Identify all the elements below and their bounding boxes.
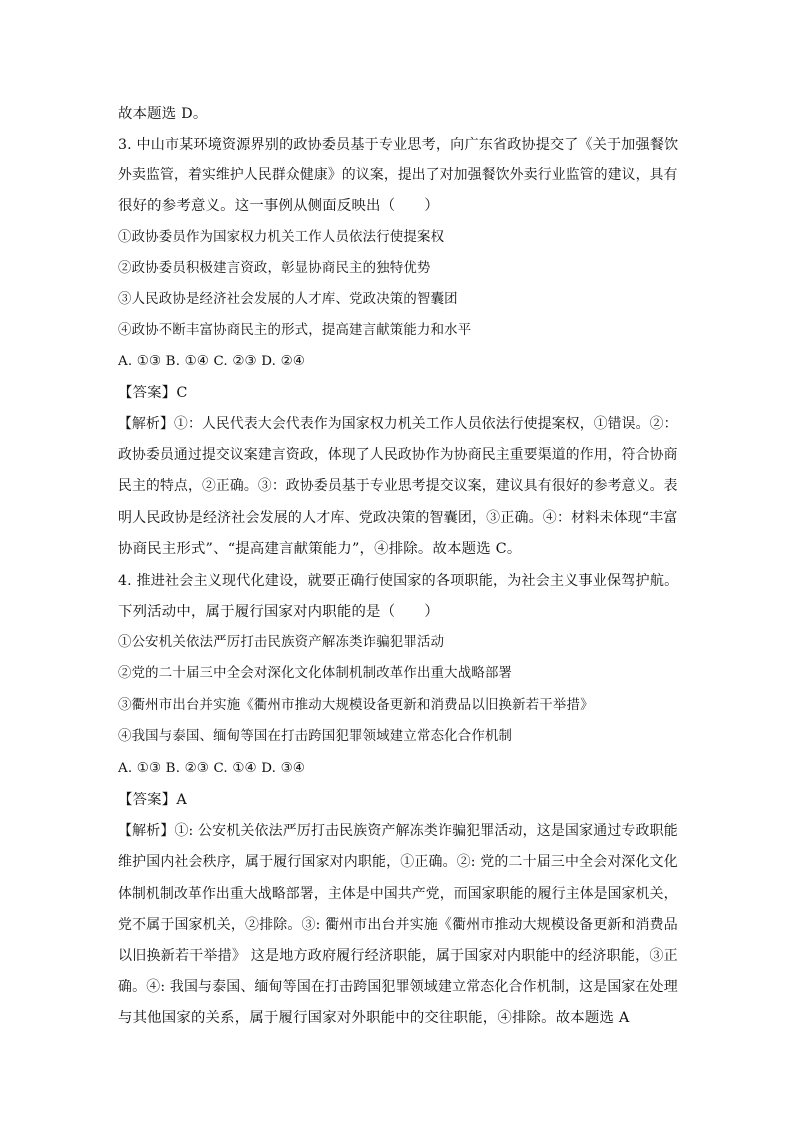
question-3-stem: 3. 中山市某环境资源界别的政协委员基于专业思考，向广东省政协提交了《关于加强餐饮	[118, 137, 679, 153]
question-4-statement-1: ①公安机关依法严厉打击民族资产解冻类诈骗犯罪活动	[118, 635, 445, 650]
question-3-stem: 很好的参考意义。这一事例从侧面反映出（ ）	[118, 198, 439, 214]
question-3-choices: A. ①③ B. ①④ C. ②③ D. ②④	[118, 354, 305, 369]
question-4-analysis: 体制机制改革作出重大战略部署，主体是中国共产党，而国家职能的履行主体是国家机关，	[118, 886, 678, 902]
question-4-stem: 下列活动中，属于履行国家对内职能的是（ ）	[118, 604, 439, 620]
question-3-analysis: 协商民主形式”、“提高建言献策能力”，④排除。故本题选 C。	[118, 541, 522, 557]
question-3-stem: 外卖监管，着实维护人民群众健康》的议案，提出了对加强餐饮外卖行业监管的建议，具有	[118, 167, 678, 183]
question-3-statement-1: ①政协委员作为国家权力机关工作人员依法行使提案权	[118, 230, 445, 245]
question-4-statement-3: ③衢州市出台并实施《衢州市推动大规模设备更新和消费品以旧换新若干举措》	[118, 698, 594, 713]
text-line: 故本题选 D。	[118, 106, 208, 122]
question-3-statement-4: ④政协不断丰富协商民主的形式，提高建言献策能力和水平	[118, 323, 472, 338]
question-4-analysis: 【解析】①: 公安机关依法严厉打击民族资产解冻类诈骗犯罪活动，这是国家通过专政职能	[118, 823, 678, 839]
question-4-statement-2: ②党的二十届三中全会对深化文化体制机制改革作出重大战略部署	[118, 666, 513, 681]
question-4-analysis: 以旧换新若干举措》 这是地方政府履行经济职能，属于国家对内职能中的经济职能，③正	[118, 948, 678, 964]
question-3-analysis: 政协委员通过提交议案建言资政，体现了人民政协作为协商民主重要渠道的作用，符合协商	[118, 447, 678, 463]
question-4-answer: 【答案】A	[118, 792, 187, 808]
question-4-choices: A. ①③ B. ②③ C. ①④ D. ③④	[118, 761, 305, 776]
question-4-stem: 4. 推进社会主义现代化建设，就要正确行使国家的各项职能，为社会主义事业保驾护航。	[118, 573, 679, 589]
question-4-analysis: 确。④: 我国与泰国、缅甸等国在打击跨国犯罪领域建立常态化合作机制，这是国家在处理	[118, 979, 678, 995]
question-3-analysis: 民主的特点，②正确。③：政协委员基于专业思考提交议案，建议具有很好的参考意义。表	[118, 478, 678, 494]
question-3-statement-3: ③人民政协是经济社会发展的人才库、党政决策的智囊团	[118, 292, 458, 307]
question-4-statement-4: ④我国与泰国、缅甸等国在打击跨国犯罪领域建立常态化合作机制	[118, 729, 513, 744]
question-3-answer: 【答案】C	[118, 385, 188, 401]
question-3-analysis: 明人民政协是经济社会发展的人才库、党政决策的智囊团，③正确。④：材料未体现“丰富	[118, 510, 678, 526]
question-4-analysis: 维护国内社会秩序，属于履行国家对内职能，①正确。②: 党的二十届三中全会对深化文化	[118, 854, 678, 870]
question-3-statement-2: ②政协委员积极建言资政，彰显协商民主的独特优势	[118, 261, 431, 276]
question-4-analysis: 与其他国家的关系，属于履行国家对外职能中的交往职能，④排除。故本题选 A	[118, 1010, 630, 1026]
question-4-analysis: 党不属于国家机关，②排除。③: 衢州市出台并实施《衢州市推动大规模设备更新和消费品	[118, 917, 678, 933]
question-3-analysis: 【解析】①：人民代表大会代表作为国家权力机关工作人员依法行使提案权，①错误。②：	[118, 416, 678, 432]
